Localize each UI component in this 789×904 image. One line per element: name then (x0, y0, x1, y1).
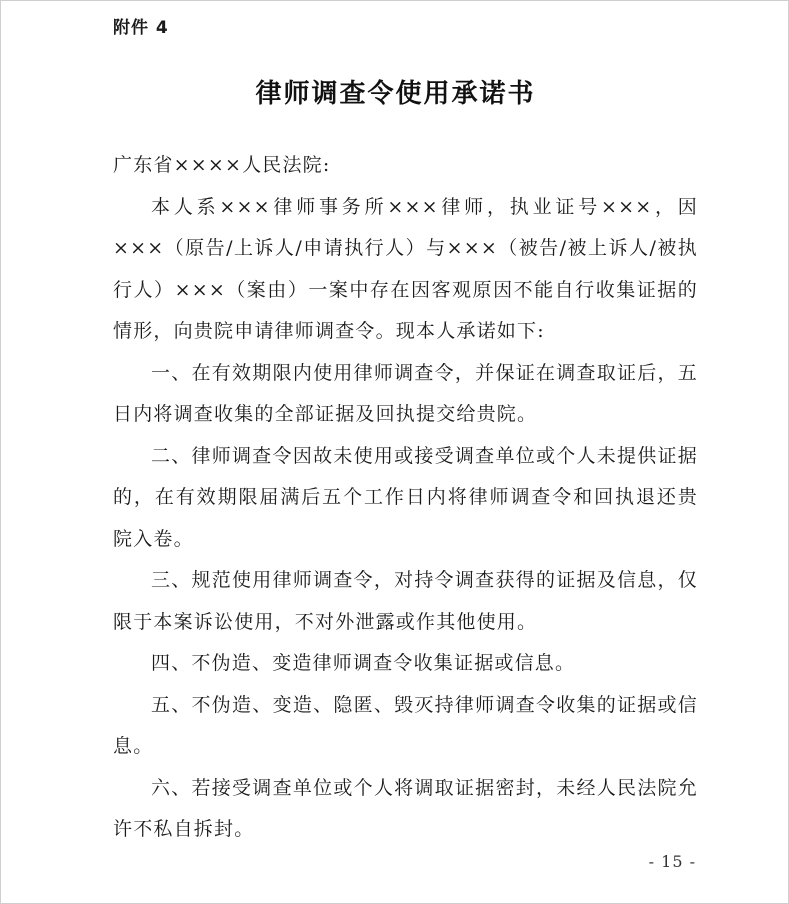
commitment-item-2: 二、律师调查令因故未使用或接受调查单位或个人未提供证据的，在有效期限届满后五个工作日内将律师调查令和回执退还贵院入卷。 (113, 444, 698, 550)
intro-paragraph: 本人系×××律师事务所×××律师，执业证号×××，因×××（原告/上诉人/申请执行人）与×××（被告/被上诉人/被执行人）×××（案由）一案中存在因客观原因不能自行收集证据的情形，向贵院申请律师调查令。现本人承诺如下: (113, 195, 698, 342)
commitment-item-3: 三、规范使用律师调查令，对持令调查获得的证据及信息，仅限于本案诉讼使用，不对外泄露或作其他使用。 (113, 569, 698, 633)
page-number: - 15 - (648, 852, 696, 871)
commitment-item-5: 五、不伪造、变造、隐匿、毁灭持律师调查令收集的证据或信息。 (113, 693, 698, 757)
commitment-item-4: 四、不伪造、变造律师调查令收集证据或信息。 (151, 652, 576, 674)
commitment-item-1: 一、在有效期限内使用律师调查令，并保证在调查取证后，五日内将调查收集的全部证据及回执提交给贵院。 (113, 361, 698, 425)
salutation: 广东省××××人民法院: (113, 154, 331, 176)
attachment-label: 附件 4 (113, 18, 169, 38)
document-body (113, 145, 698, 851)
commitment-item-6: 六、若接受调查单位或个人将调取证据密封，未经人民法院允许不私自拆封。 (113, 776, 698, 840)
document-title: 律师调查令使用承诺书 (255, 79, 536, 109)
